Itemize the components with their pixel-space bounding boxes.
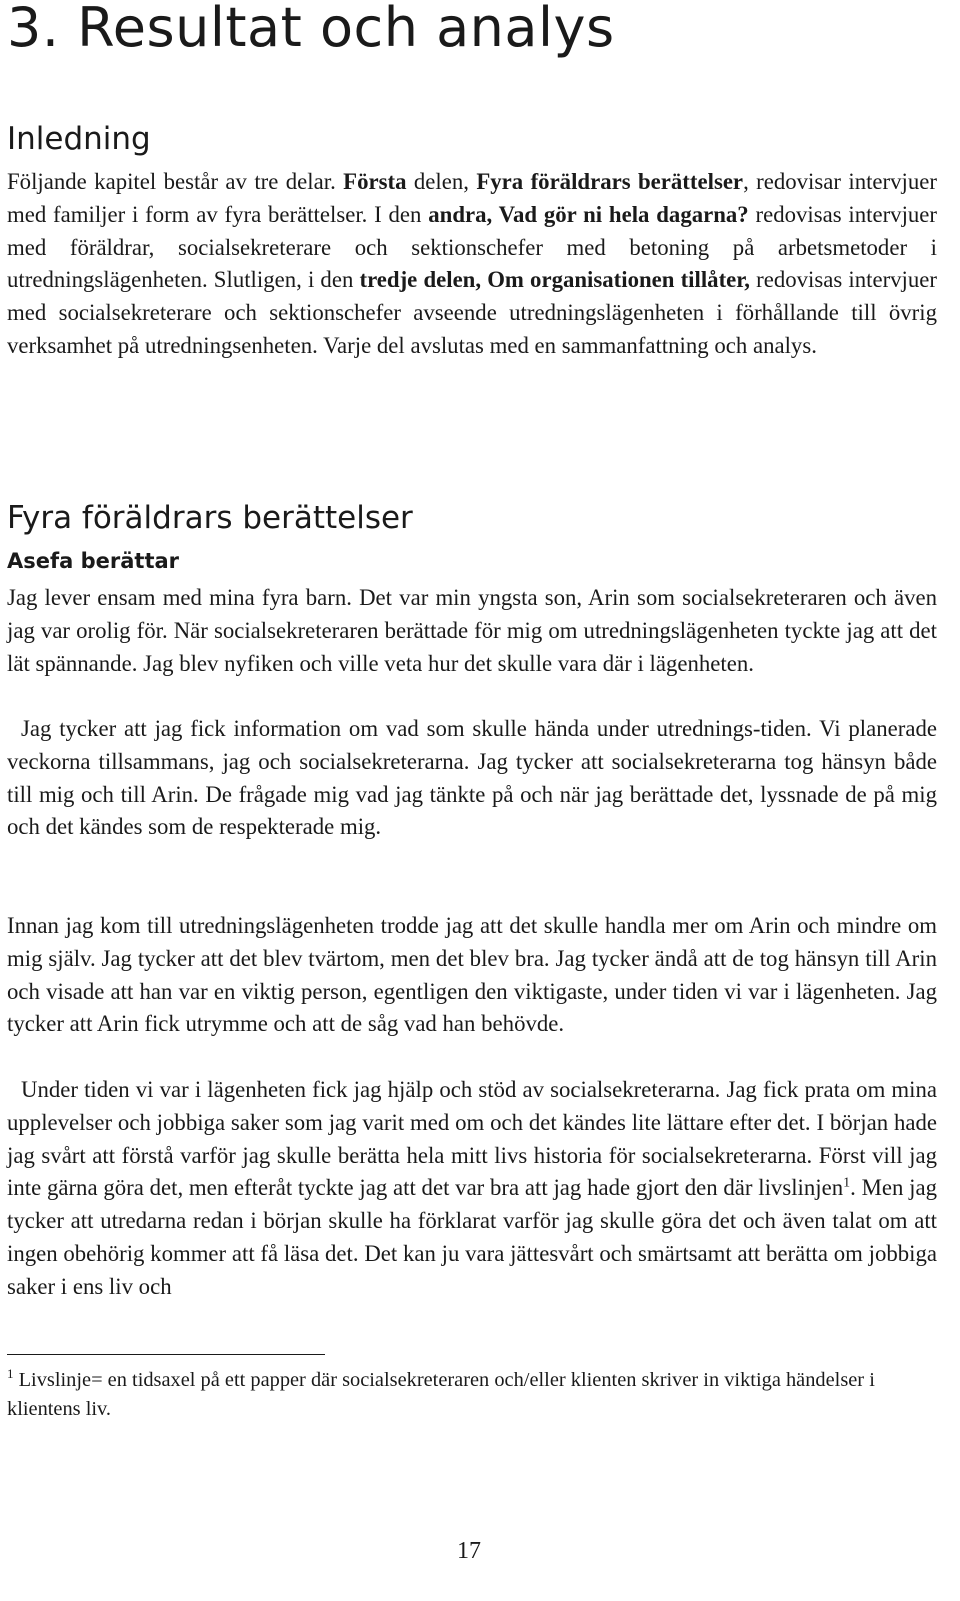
footnote-reference[interactable]: 1 [843, 1175, 851, 1191]
body-paragraph-2: Jag tycker att jag fick information om vad som skulle hända under utrednings-tiden. Vi planerade veckorna tillsammans, jag och socialsekreterarna. Jag tycker att socialsekreterarna tog hänsyn både till mig och till Arin. De frågade mig vad jag tänkte på och när jag berättade det, lyssnade de på mig och det kändes som de respekterade mig. [7, 716, 937, 840]
page-number: 17 [457, 1538, 481, 1564]
section-heading: Fyra föräldrars berättelser [7, 500, 413, 536]
chapter-title: 3. Resultat och analys [7, 0, 615, 59]
section-subheading: Asefa berättar [7, 549, 180, 573]
body-paragraph-3: Innan jag kom till utredningslägenheten trodde jag att det skulle handla mer om Arin och mindre om mig själv. Jag tycker att det blev tvärtom, men det blev bra. Jag tycker ändå att de tog hänsyn till Arin och visade att han var en viktig person, egentligen den viktigaste, under tiden vi var i lägenheten. Jag tycker att Arin fick utrymme och att de såg vad han behövde. [7, 913, 937, 1037]
body-paragraph-4: Under tiden vi var i lägenheten fick jag hjälp och stöd av socialsekreterarna. Jag fick prata om mina upplevelser och jobbiga saker som jag varit med om och det kändes lite lättare efter det. I början hade jag svårt att förstå varför jag skulle berätta hela mitt livs historia för socialsekreterarna. Först vill jag inte gärna göra det, men efteråt tyckte jag att det var bra att jag hade gjort den där livslinjen$^1$. Men jag tycker att utredarna redan i början skulle ha förklarat varför jag skulle göra det och även talat om att ingen obehörig kommer att få läsa det. Det kan ju vara jättesvårt och smärtsamt att berätta om jobbiga saker i ens liv och [7, 1077, 937, 1299]
footnote-mark: 1 [7, 1366, 14, 1382]
intro-paragraph: Följande kapitel består av tre delar. Första delen, Fyra föräldrars berättelser, redovisar intervjuer med familjer i form av fyra berättelser. I den andra, Vad gör ni hela dagarna? redovisas intervjuer med föräldrar, socialsekreterare och sektionschefer med betoning på arbetsmetoder i utredningslägenheten. Slutligen, i den tredje delen, Om organisationen tillåter, redovisas intervjuer med socialsekreterare och sektionschefer avseende utredningslägenheten i förhållande till övrig verksamhet på utredningsenheten. Varje del avslutas med en sammanfattning och analys. [7, 169, 938, 358]
footnote-separator [7, 1354, 325, 1355]
intro-heading: Inledning [7, 121, 151, 157]
body-paragraph-1: Jag lever ensam med mina fyra barn. Det var min yngsta son, Arin som socialsekreteraren och även jag var orolig för. När socialsekreteraren berättade för mig om utredningslägenheten tyckte jag att det lät spännande. Jag blev nyfiken och ville veta hur det skulle vara där i lägenheten. [7, 585, 937, 676]
footnote: $^1$ Livslinje= en tidsaxel på ett papper där socialsekreteraren och/eller klienten skriver in viktiga händelser i klientens liv. [7, 1366, 875, 1420]
